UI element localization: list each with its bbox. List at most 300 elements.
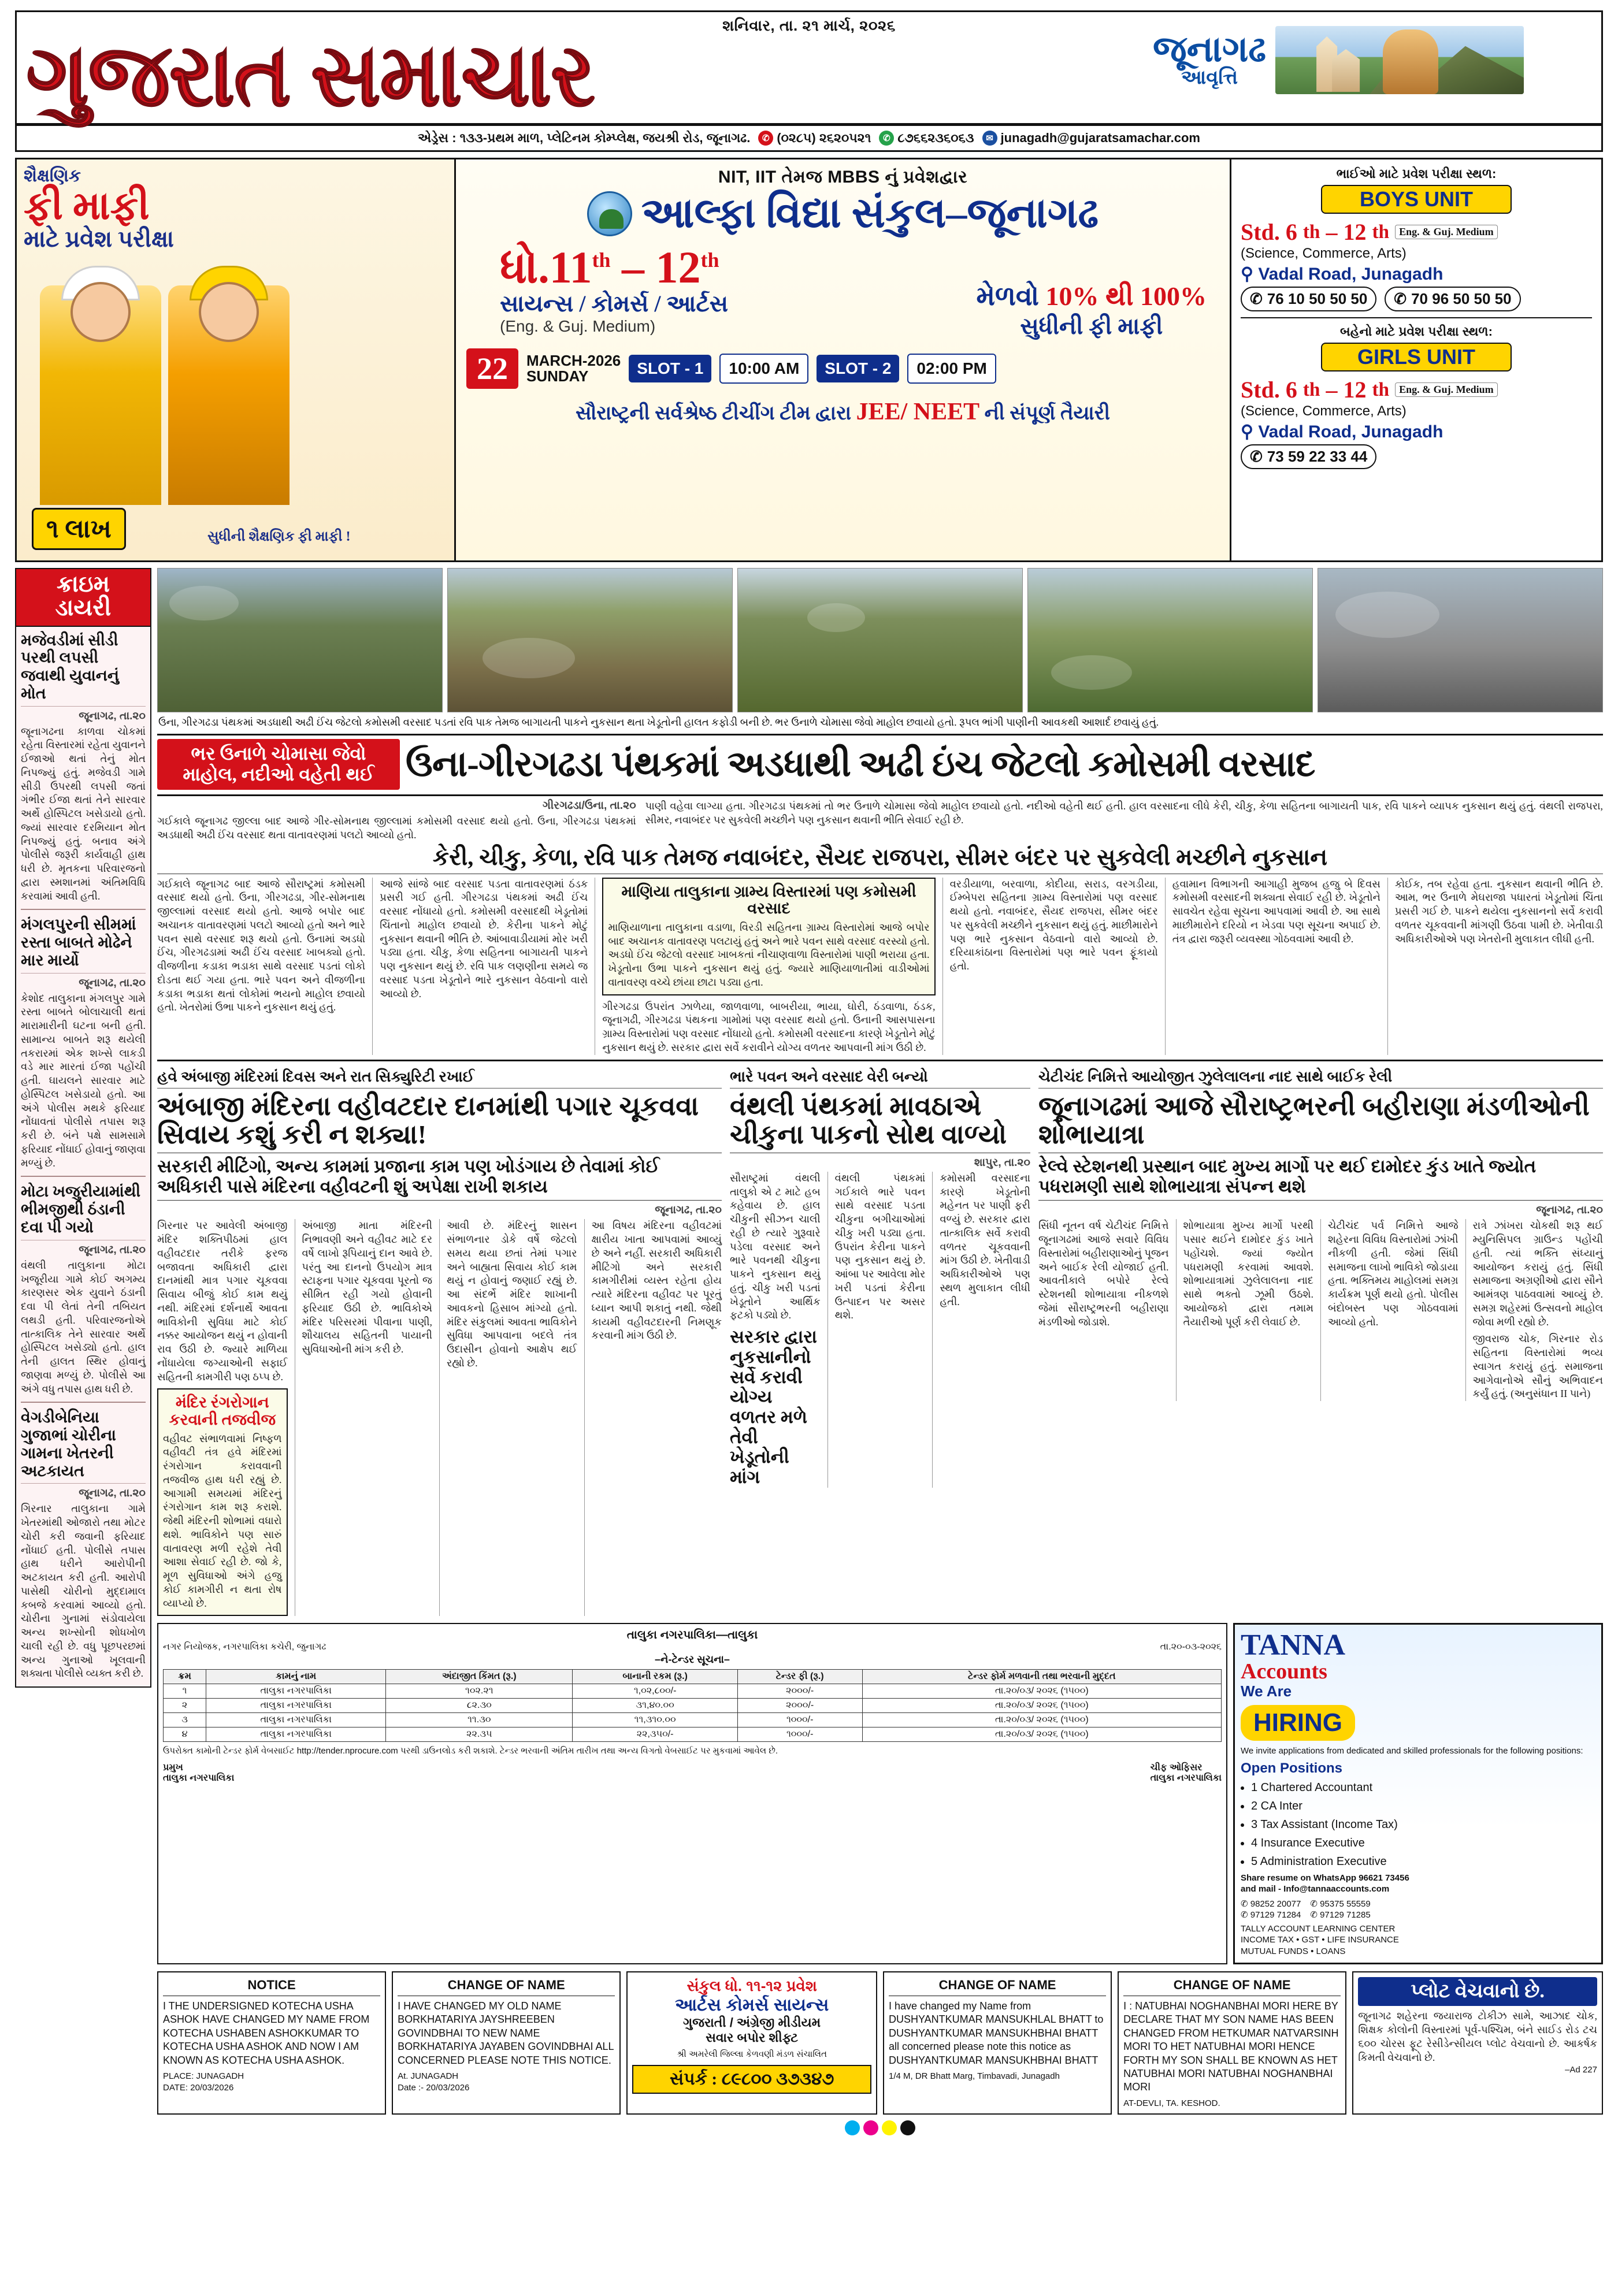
crime-byline: જૂનાગઢ, તા.૨૦ — [79, 709, 146, 722]
lead-col — [942, 878, 1158, 1055]
shobhayatra-col — [1320, 1219, 1459, 1401]
issue-date: શનિવાર, તા. ૨૧ માર્ચ, ૨૦૨૬ — [722, 17, 896, 34]
ambaji-kicker: હવે અંબાજી મંદિરમાં દિવસ અને રાત સિક્યુરિટી રખાઈ — [157, 1068, 722, 1088]
edition-label: આવૃત્તિ — [1181, 67, 1238, 89]
cell: તાલુકા નગરપાલિકા — [206, 1727, 386, 1742]
ad-students-illustration — [40, 262, 437, 505]
admission-org: શ્રી અમરેલી જિલ્લા કેળવણી મંડળ સંચાલિત — [677, 2049, 827, 2060]
lead-intro-right — [645, 800, 1603, 842]
ambaji-box-text: વહીવટ સંભાળવામાં નિષ્ફળ વહીવટી તંત્ર હવે મંદિરમાં રંગરોગાન કરાવવાની તજવીજ હાથ ધરી રહ્યું છે. આગામી સમયમાં મંદિરનું રંગરોગાન કામ શરૂ કરાશે. જેથી મંદિરની શોભામાં વધારો થશે. ભાવિકોને પણ સારું વાતાવરણ મળી રહેશે તેવી આશા સેવાઈ રહી છે. જો કે, મૂળ સુવિધાઓ અંગે હજુ કોઈ કામગીરી ન થતા રોષ વ્યાપ્યો છે. — [163, 1432, 282, 1609]
ambaji-box-head: મંદિર રંગરોગાન કરવાની તજવીજ — [169, 1394, 276, 1429]
shobhayatra-col — [1465, 1219, 1604, 1401]
phone-1-wrap — [758, 131, 871, 146]
ad-offer-line1 — [977, 281, 1207, 313]
ad-date-row — [466, 348, 1219, 389]
ad-slot2-label: SLOT - 2 — [817, 355, 899, 382]
shobhayatra-col — [1038, 1219, 1169, 1401]
girls-phone-1[interactable] — [1241, 444, 1376, 469]
boys-phone-1[interactable] — [1241, 287, 1376, 311]
col-header: બાનાની રકમ (રૂ.) — [573, 1670, 737, 1684]
col-header: ટેન્ડર ફી (રૂ.) — [737, 1670, 862, 1684]
plot-ad-text: જૂનાગઢ શહેરના જયારાજ ટોકીઝ સામે, આઝાદ ચોક, શિક્ષક કોલોની વિસ્તારમાં પૂર્વ-પશ્ચિમ, બંને સાઈડ રોડ ટચ ૬૦૦ ચોરસ ફૂટ રેસીડેન્સીયલ પ્લોટ વેચવાનો છે. આકર્ષક કિમતી વેચવાનો છે. — [1358, 2010, 1597, 2063]
crime-item — [21, 631, 146, 904]
bottom-block — [157, 1623, 1603, 1964]
lead-col-text: વરડીયાળા, બરવાળા, કોદીયા, સરાડ, વરગડીયા, ઈમ્બેપરા સહિતના ગ્રામ્ય વિસ્તારોમાં પણ વરસાદ થયો હતો. નવાબંદર, સૈયદ રાજપરા, સીમર બંદર પર સુકવેલી મચ્છીને નુકસાન થયું હતું. માછીમારોને પણ ભારે નુકસાન વેઠવાનો વારો આવ્યો છે. દરિયાકાંઠાના વિસ્તારોમાં પણ ભારે પવન ફૂંકાયો હતો. — [949, 878, 1158, 972]
crime-diary-body — [15, 627, 151, 1688]
sign-right — [1151, 1763, 1222, 1784]
table-row — [164, 1699, 1222, 1713]
phone-icon: ✆ — [1250, 290, 1263, 307]
tanna-intro: We invite applications from dedicated and skilled professionals for the following positions: — [1241, 1746, 1583, 1756]
shobhayatra-subhead: રેલ્વે સ્ટેશનથી પ્રસ્થાન બાદ મુખ્ય માર્ગો પર થઈ દામોદર કુંડ ખાતે જ્યોત પધરામણી સાથે શોભાયાત્રા સંપન્ન થશે — [1038, 1156, 1537, 1197]
boys-phone-2-text: 70 96 50 50 50 — [1411, 290, 1512, 307]
boys-standard-row: Std. 6 th – 12 th Eng. & Guj. Medium — [1241, 218, 1592, 246]
ad-fee-headline: ફી માફી — [24, 184, 150, 228]
ad-date-month: MARCH-2026 — [526, 351, 621, 369]
tender-signatures — [163, 1763, 1222, 1784]
ad-jee-line — [466, 398, 1219, 426]
girls-location-text: Vadal Road, Junagadh — [1258, 422, 1443, 441]
admission-contact[interactable] — [632, 2065, 871, 2094]
notice-2-text: I HAVE CHANGED MY OLD NAME BORKHATARIYA JAYSHREEBEN GOVINDBHAI TO NEW NAME BORKHATARIYA JAYABEN GOVINDBHAI ALL CONCERNED PLEASE NOTE THIS NOTICE. — [398, 2000, 614, 2066]
sign-right-title: ચીફ ઓફિસર — [1150, 1762, 1203, 1773]
table-row — [164, 1713, 1222, 1727]
admission-line-1: સંકુલ ધો. ૧૧-૧૨ પ્રવેશ — [686, 1977, 817, 1995]
ad-fee-kicker: શૈક્ષણિક — [24, 166, 81, 185]
boys-unit-badge: BOYS UNIT — [1321, 185, 1512, 214]
tender-title: તાલુકા નગરપાલિકા—તાલુકા — [626, 1629, 758, 1642]
tanna-service-1: TALLY ACCOUNT LEARNING CENTER — [1241, 1923, 1396, 1934]
tanna-phone-4[interactable]: ✆ 97129 71285 — [1310, 1910, 1371, 1920]
edition-city: જૂનાગઢ — [1153, 30, 1267, 70]
shobhayatra-col-text: શોભાયાત્રા મુખ્ય માર્ગો પરથી પસાર થઈને દામોદર કુંડ ખાતે પહોંચશે. જ્યાં જ્યોત પધરામણી કરવામાં આવશે. શોભાયાત્રામાં ઝુલેલાલના નાદ સાથે ભક્તો ઝૂમી ઉઠશે. આયોજકો દ્વારા તમામ તૈયારીઓ પૂર્ણ કરી લેવાઈ છે. — [1183, 1220, 1313, 1328]
cell: ૨૨.૩૫ — [386, 1727, 573, 1742]
ad-date-number: 22 — [466, 348, 518, 389]
ad-sup-2: th — [700, 248, 719, 272]
sign-left — [163, 1763, 234, 1784]
tender-table — [163, 1669, 1222, 1742]
shobhayatra-col-text: જીવરાજ ચોક, ગિરનાર રોડ સહિતના વિસ્તારોમાં ભવ્ય સ્વાગત કરાયું હતું. સમાજના આગેવાનોએ સૌનું અભિવાદન કર્યું હતું. (અનુસંધાન II પાને) — [1472, 1333, 1603, 1400]
main-content — [15, 568, 1603, 2135]
news-photo — [157, 568, 443, 712]
sign-left-title: પ્રમુખ — [163, 1762, 183, 1773]
crime-byline: જૂનાગઢ, તા.૨૦ — [79, 1487, 146, 1500]
lead-intro-left — [157, 800, 636, 842]
ad-standard-from: ધો.11 — [500, 242, 592, 292]
divider — [21, 1402, 146, 1403]
tanna-brand-line1: TANNA — [1241, 1629, 1346, 1662]
vanthali-columns — [730, 1172, 1030, 1488]
notice-1 — [157, 1971, 386, 2115]
shobhayatra-headline: જૂનાગઢમાં આજે સૌરાષ્ટ્રભરની બહીરાણા મંડળીઓની શોભાયાત્રા — [1038, 1091, 1590, 1150]
ad-offer — [977, 281, 1207, 340]
tanna-brand — [1241, 1630, 1595, 1682]
cell: તાલુકા નગરપાલિકા — [206, 1699, 386, 1713]
lead-col — [372, 878, 588, 1055]
lead-col — [1165, 878, 1381, 1055]
ad-slot1-label: SLOT - 1 — [629, 355, 711, 382]
tanna-mail: and mail - Info@tannaaccounts.com — [1241, 1884, 1390, 1894]
notice-1-head: NOTICE — [163, 1977, 380, 1996]
whatsapp-icon: ✆ — [879, 131, 894, 146]
lead-story-area — [157, 568, 1603, 2135]
lead-col-text: ગઈકાલે જૂનાગઢ બાદ આજે સૌરાષ્ટ્રમાં કમોસમી વરસાદ થયો હતો. ઉના, ગીરગઢડા, ગીર-સોમનાથ જીલ્લામાં વરસાદ થયો હતો. આજે બપોર બાદ અચાનક વાતાવરણમાં પલટો આવ્યો હતો અને ભારે પવન સાથે વરસાદ શરૂ થયો હતો. ઉનામાં અડધો ઈંચ, ગીરગઢડામાં અઢી ઈંચ વરસાદ ખાબક્યો હતો. વીજળીના કડાકા ભડાકા સાથે વરસાદ પડતાં લોકો દોડતા થઈ ગયા હતા. ભારે પવન અને વીજળીના કડાકા ભડાકા થતાં લોકોમાં ભયનો માહોલ છવાયો હતો. ખેતરોમાં ઉભા પાકને નુકસાન થયું હતું. — [157, 878, 366, 1013]
vanthali-col-text: કમોસમી વરસાદના કારણે ખેડૂતોની મહેનત પર પાણી ફરી વળ્યું છે. સરકાર દ્વારા તાત્કાલિક સર્વે કરાવી વળતર ચૂકવવાની માંગ ઉઠી છે. ખેતીવાડી અધિકારીઓએ પણ સ્થળ મુલાકાત લીધી હતી. — [940, 1172, 1031, 1307]
col-header: અંદાજીત કિંમત (રૂ.) — [386, 1670, 573, 1684]
crime-text: જૂનાગઢના કાળવા ચોકમાં રહેતા વિસ્તારમાં રહેતા યુવાનને ઈજાઓ થતાં તેનું મોત નિપજ્યું હતું. મજેવડી ગામે સીડી ઉપરથી લપસી જતાં ગંભીર ઈજા થતાં તેને સારવાર અર્થે હોસ્પિટલ ખસેડાયો હતો. જ્યાં સારવાર દરમિયાન મોત નિપજ્યું હતું. બનાવ અંગે પોલીસે જરૂરી કાર્યવાહી હાથ ધરી છે. મૃતકના પરિવારજનો દ્વારા સ્મશાનમાં અંતિમવિધિ કરવામાં આવી હતી. — [21, 725, 146, 902]
ad-standard: ધો.11th – 12th — [500, 242, 719, 292]
admission-line-3: ગુજરાતી / અંગ્રેજી મીડીયમ — [683, 2015, 821, 2030]
ambaji-col — [157, 1219, 288, 1616]
ad-jee-exams: JEE/ NEET — [856, 399, 980, 425]
boys-location — [1241, 264, 1592, 284]
girls-note: બહેનો માટે પ્રવેશ પરીક્ષા સ્થળ: — [1340, 324, 1493, 339]
tender-footer: ઉપરોક્ત કામોની ટેન્ડર ફોર્મ વેબસાઈટ http://tender.nprocure.com પરથી ડાઉનલોડ કરી શકાશે. ટેન્ડર ભરવાની અંતિમ તારીખ તથા અન્ય વિગતો વેબસાઈટ પર મુકવામાં આવેલ છે. — [163, 1746, 778, 1756]
ambaji-col — [295, 1219, 433, 1616]
ambaji-col-text: આવી છે. મંદિરનું શાસન સંભાળનાર ડોકે વર્ષે જેટલો સમય થયા છતાં તેમાં પગાર અને બાહ્યતા સિવાય કોઈ કામ થયું ન હોવાનું જણાઈ રહ્યું છે. આ સંદર્ભે મંદિર શાખાની આવકનો હિસાબ માંગ્યો હતો. મંદિર સંકુલમાં આવતા ભાવિકોને સુવિધા આપવાના બદલે તંત્ર ઉદાસીન હોવાનો આક્ષેપ થઈ રહ્યો છે. — [447, 1220, 577, 1369]
girls-standard-from: Std. 6 — [1241, 377, 1297, 403]
cell: ૨૨,૩૫૦/- — [573, 1727, 737, 1742]
ambaji-subhead: સરકારી મીટિંગો, અન્ય કામમાં પ્રજાના કામ પણ ખોડંગાય છે તેવામાં કોઈ અધિકારી પાસે મંદિરના વહીવટની શું અપેક્ષા રાખી શકાય — [157, 1156, 660, 1197]
admission-line-4: સવાર બપોર શીફ્ટ — [706, 2030, 799, 2045]
cell: તાલુકા નગરપાલિકા — [206, 1684, 386, 1699]
ad-institute-name: આલ્ફા વિદ્યા સંકુલ–જૂનાગઢ — [641, 190, 1099, 236]
secondary-stories — [157, 1068, 1603, 1617]
admission-ad[interactable] — [626, 1971, 877, 2115]
cell: ૧૦૦૦/- — [737, 1727, 862, 1742]
ad-lakh-note: સુધીની શૈક્ષણિક ફી માફી ! — [207, 529, 351, 545]
lead-col — [157, 878, 365, 1055]
email-address: junagadh@gujaratsamachar.com — [1000, 131, 1200, 145]
cell: તા.૨૦/૦૩/ ૨૦૨૬ (૧૫૦૦) — [862, 1713, 1221, 1727]
list-item: • 5 Administration Executive — [1251, 1853, 1595, 1870]
tanna-phones[interactable] — [1241, 1899, 1595, 1910]
tanna-share: Share resume on WhatsApp 96621 73456 — [1241, 1873, 1409, 1883]
ambaji-col — [584, 1219, 722, 1616]
lead-subhead: કેરી, ચીકુ, કેળા, રવિ પાક તેમજ નવાબંદર, સૈયદ રાજપરા, સીમર બંદર પર સુકવેલી મચ્છીને નુકસાન — [432, 844, 1328, 870]
ambaji-col — [439, 1219, 577, 1616]
crime-headline: મોટા ખજુરીયામાંથી ભીમજીથી ઠંડાની દવા પી ગયો — [21, 1183, 146, 1240]
ambaji-story — [157, 1068, 722, 1617]
crime-headline: વેગડીબેનિયા ગુજાભાં ચોરીના ગામના ખેતરની અટકાયત — [21, 1409, 146, 1484]
tender-meta — [163, 1642, 1222, 1652]
ambaji-byline: જૂનાગઢ, તા.૨૦ — [655, 1204, 722, 1217]
cyan-dot — [845, 2120, 860, 2135]
ambaji-col-text: ગિરનાર પર આવેલી અંબાજી મંદિર શક્તિપીઠમાં હાલ વહીવટદાર તરીકે ફરજ બજાવતા અધિકારી દ્વારા દાનમાંથી માત્ર પગાર ચૂકવવા સિવાય બીજું કોઈ કામ થયું નથી. મંદિરમાં દર્શનાર્થે આવતા ભાવિકોની સુવિધા માટે કોઈ નક્કર આયોજન થયું ન હોવાની રાવ ઉઠી છે. જ્યારે માળિયા નોંધાયેલા જગ્યાઓની સફાઈ સહિતની કામગીરી પણ ઠપ્પ છે. — [157, 1220, 288, 1383]
ad-jee-pre: સૌરાષ્ટ્રની સર્વશ્રેષ્ઠ ટીચીંગ ટીમ દ્વારા — [576, 403, 856, 424]
crime-text: વંથલી તાલુકાના મોટા ખજૂરીયા ગામે કોઈ અગમ્ય કારણસર એક યુવાને ઠંડાની દવા પી લેતાં તેની તબિયત લથડી હતી. પરિવારજનોએ તાત્કાલિક તેને સારવાર અર્થે હોસ્પિટલ ખસેડ્યો હતો. હાલ તેની હાલત સ્થિર હોવાનું જાણવા મળ્યું છે. પોલીસે આ અંગે વધુ તપાસ હાથ ધરી છે. — [21, 1259, 146, 1395]
lead-headline: ઉના-ગીરગઢડા પંથકમાં અડધાથી અઢી ઇંચ જેટલો કમોસમી વરસાદ — [406, 744, 1315, 784]
girls-phone-1-text: 73 59 22 33 44 — [1267, 448, 1368, 465]
telephone-icon: ✆ — [758, 131, 773, 146]
vanthali-col-text: વંથલી પંથકમાં ગઈકાલે ભારે પવન સાથે વરસાદ પડતા ચીકુના બગીચાઓમાં ચીકુ ખરી પડ્યા હતા. ઉપરાંત કેરીના પાકને પણ નુકસાન થયું છે. આંબા પર આવેલા મોર ખરી પડતાં કેરીના ઉત્પાદન પર અસર થશે. — [834, 1172, 926, 1321]
sign-right-office: તાલુકા નગરપાલિકા — [1150, 1773, 1222, 1783]
cell: ૧૧,૩૧૦.૦૦ — [573, 1713, 737, 1727]
notice-3-head: CHANGE OF NAME — [889, 1977, 1106, 1996]
admission-line-2: આર્ટસ કોમર્સ સાયન્સ — [674, 1996, 829, 2015]
crime-item — [21, 916, 146, 1170]
crime-byline: જૂનાગઢ, તા.૨૦ — [79, 976, 146, 989]
shobhayatra-columns — [1038, 1219, 1603, 1401]
lead-col-text: હવામાન વિભાગની આગાહી મુજબ હજુ બે દિવસ કમોસમી વરસાદની શક્યતા સેવાઈ રહી છે. ખેડૂતોને સાવચેત રહેવા સૂચના આપવામાં આવી છે. આ સાથે માછીમારોને દરિયો ન ખેડવા પણ સૂચના અપાઈ છે. તંત્ર દ્વારા જરૂરી વ્યવસ્થા ગોઠવવામાં આવી છે. — [1172, 878, 1381, 945]
tanna-service-2: INCOME TAX • GST • LIFE INSURANCE — [1241, 1935, 1399, 1945]
girls-medium: Eng. & Guj. Medium — [1395, 382, 1498, 397]
boys-phone-2[interactable] — [1385, 287, 1520, 311]
ad-nit-line: NIT, IIT તેમજ MBBS નું પ્રવેશદ્વાર — [718, 168, 968, 187]
crime-item — [21, 1183, 146, 1396]
tender-subnote: –ને-ટેન્ડર સૂચના– — [655, 1654, 730, 1666]
tanna-tagline: We Are — [1241, 1682, 1292, 1700]
ad-left-panel — [17, 159, 456, 560]
cell: તા.૨૦/૦૩/ ૨૦૨૬ (૧૫૦૦) — [862, 1684, 1221, 1699]
plot-ad-code: –Ad 227 — [1565, 2065, 1597, 2075]
girls-phones[interactable] — [1241, 444, 1592, 469]
cell: ૨ — [164, 1699, 206, 1713]
cell: ૩ — [164, 1713, 206, 1727]
cell: ૧૦૦૦/- — [737, 1713, 862, 1727]
ambaji-sidebar-box — [157, 1388, 288, 1616]
crime-item — [21, 1409, 146, 1681]
ad-standard-to: 12 — [655, 242, 701, 292]
tanna-phone-1[interactable]: ✆ 98252 20077 — [1241, 1899, 1301, 1909]
list-item: • 1 Chartered Accountant — [1251, 1779, 1595, 1796]
ad-slot2-time: 02:00 PM — [907, 354, 996, 384]
admission-contact-label: સંપર્ક : — [669, 2069, 718, 2089]
boys-standard-from: Std. 6 — [1241, 219, 1297, 245]
cell: ૪ — [164, 1727, 206, 1742]
plot-ad[interactable] — [1352, 1971, 1603, 2115]
ad-offer-line2: સુધીની ફી માફી — [1020, 313, 1163, 339]
masthead-left — [26, 18, 595, 124]
news-photo — [1318, 568, 1603, 712]
ad-slot1-time: 10:00 AM — [719, 354, 808, 384]
lead-columns — [157, 878, 1603, 1055]
cell: ૧૦૨.૨૧ — [386, 1684, 573, 1699]
envelope-icon: ✉ — [982, 131, 997, 146]
location-pin-icon: ⚲ — [1241, 265, 1253, 284]
ambaji-headline: અંબાજી મંદિરના વહીવટદાર દાનમાંથી પગાર ચૂકવવા સિવાય કશું કરી ન શક્યા! — [157, 1091, 699, 1150]
crime-text: ગિરનાર તાલુકાના ગામે ખેતરમાંથી ઓજારો તથા મોટર ચોરી કરી જવાની ફરિયાદ નોંધાઈ હતી. પોલીસે તપાસ હાથ ધરીને આરોપીની અટકાયત કરી હતી. આરોપી પાસેથી ચોરીનો મુદ્દામાલ કબજે કરવામાં આવ્યો હતો. ચોરીના ગુનામાં સંડોવાયેલા અન્ય શખ્સોની શોધખોળ ચાલી રહી છે. વધુ પૂછપરછમાં અન્ય ગુનાઓ ખૂલવાની શક્યતા પોલીસે વ્યક્ત કરી છે. — [21, 1503, 146, 1680]
crime-header-line1: ક્રાઇમ — [57, 571, 110, 597]
photo-strip — [157, 568, 1603, 712]
location-pin-icon: ⚲ — [1241, 422, 1253, 441]
ad-streams: સાયન્સ / કોમર્સ / આર્ટસ — [500, 291, 729, 317]
list-item: • 3 Tax Assistant (Income Tax) — [1251, 1816, 1595, 1833]
girls-streams: (Science, Commerce, Arts) — [1241, 403, 1407, 419]
girls-standard-row: Std. 6 th – 12 th Eng. & Guj. Medium — [1241, 376, 1592, 403]
ad-institute-name-wrap — [466, 190, 1219, 238]
divider — [21, 1176, 146, 1177]
divider — [21, 909, 146, 910]
crime-byline: જૂનાગઢ, તા.૨૦ — [79, 1243, 146, 1256]
vanthali-col — [730, 1172, 821, 1488]
col-header: ટેન્ડર ફોર્મ મળવાની તથા ભરવાની મુદ્દત — [862, 1670, 1221, 1684]
boys-streams: (Science, Commerce, Arts) — [1241, 246, 1407, 261]
vanthali-story — [730, 1068, 1030, 1617]
shobhayatra-story — [1038, 1068, 1603, 1617]
shobhayatra-kicker: ચેટીચંદ નિમિત્તે આયોજીત ઝુલેલાલના નાદ સાથે બાઈક રેલી — [1038, 1068, 1603, 1088]
col-header: કામનું નામ — [206, 1670, 386, 1684]
cell: ૧ — [164, 1684, 206, 1699]
ambaji-columns — [157, 1219, 722, 1616]
crime-headline: મજેવડીમાં સીડી પરથી લપસી જવાથી યુવાનનું મોત — [21, 631, 146, 707]
boys-phone-1-text: 76 10 50 50 50 — [1267, 290, 1368, 307]
lead-col-boxed — [595, 878, 935, 1055]
girls-standard-to: 12 — [1343, 377, 1367, 403]
admission-phone: ૮૯૮૦૦ ૩૭૩૪૭ — [721, 2069, 834, 2089]
notice-3-place: 1/4 M, DR Bhatt Marg, Timbavadi, Junagadh — [888, 2071, 1060, 2082]
girls-unit-badge: GIRLS UNIT — [1321, 343, 1512, 371]
tanna-positions-list — [1251, 1779, 1595, 1870]
crime-text: કેશોદ તાલુકાના મંગલપુર ગામે રસ્તા બાબતે બોલાચાલી થતાં મારામારીની ઘટના બની હતી. સામાન્ય બાબતે શરૂ થયેલી તકરારમાં એક શખ્સે લાકડી વડે માર મારતાં ઈજા પહોંચી હતી. ઘાયલને સારવાર માટે હોસ્પિટલ ખસેડાયો હતો. આ અંગે પોલીસ મથકે ફરિયાદ નોંધાવતાં પોલીસે તપાસ શરૂ કરી છે. બંને પક્ષે સામસામે ફરિયાદ નોંધાઈ હોવાનું જાણવા મળ્યું છે. — [21, 992, 146, 1169]
cell: ૨૦૦૦/- — [737, 1699, 862, 1713]
col-header: ક્રમ — [164, 1670, 206, 1684]
edition-block — [1153, 32, 1266, 88]
shobhayatra-col-text: રાત્રે ઝાંખરા ચોકથી શરૂ થઈ મ્યુનિસિપલ ગ્રાઉન્ડ પહોંચી હતી. ત્યાં ભક્તિ સંધ્યાનું આયોજન કરાયું હતું. સિંધી સમાજના અગ્રણીઓ દ્વારા સૌને આમંત્રણ પાઠવવામાં આવ્યું છે. સમગ્ર શહેરમાં ઉત્સવનો માહોલ જોવા મળી રહ્યો છે. — [1472, 1220, 1603, 1328]
color-registration-marks — [157, 2120, 1603, 2135]
table-header-row — [164, 1670, 1222, 1684]
phone-2-wrap — [879, 131, 974, 146]
lead-headline-row — [157, 739, 1603, 790]
lead-intro-right-text: પાણી વહેવા લાગ્યા હતા. ગીરગઢડા પંથકમાં તો ભર ઉનાળે ચોમાસા જેવો માહોલ છવાયો હતો. નદીઓ વહેતી થઈ હતી. હાલ વરસાદના લીધે કેરી, ચીકુ, કેળા સહિતના બાગાયતી પાક, રવિ પાકને વ્યાપક નુકસાન થયું હતું. વંથલી રાજપરા, સીમર, નવાબંદર પર સુકવેલી મચ્છીને પણ નુકસાન થવાની ભીતિ સેવાઈ રહી છે. — [645, 800, 1603, 826]
masthead-right — [1153, 26, 1592, 94]
ambaji-col-text: આ વિષય મંદિરના વહીવટમાં ક્ષારીય ખાતા આપવામાં આવ્યું છે અને નહીં. સરકારી અધિકારી મીટિંગો અને સરકારી કામગીરીમાં વ્યસ્ત રહેતા હોય ત્યારે મંદિરના વહીવટ પર પૂરતું ધ્યાન આપી શકાતું નથી. જેથી કાયમી વહીવટદારની નિમણૂક કરવાની માંગ ઉઠી છે. — [591, 1220, 722, 1342]
vanthali-byline: શાપુર, તા.૨૦ — [974, 1156, 1030, 1169]
lead-box-text: માણિયાળાના તાલુકાના વડાળા, વિરડી સહિતના ગ્રામ્ય વિસ્તારોમાં આજે બપોર બાદ અચાનક વાતાવરણ પલટાયું હતું અને ભારે પવન સાથે વરસાદ વરસ્યો હતો. અડધો ઈંચ જેટલો વરસાદ ખાબકતાં નીચાણવાળા વિસ્તારોમાં પાણી ભરાયા હતા. ખેડૂતોના ઉભા પાકને નુકસાન થયું હતું. જ્યારે માણિયાળાતીમાં વાડીઓમાં વાતાવરણ વચ્ચે છાંયા છાટા પડ્યા હતા. — [608, 921, 930, 988]
news-photo — [1027, 568, 1313, 712]
yellow-dot — [882, 2120, 897, 2135]
cell: ૮૨.૩૦ — [386, 1699, 573, 1713]
ad-lakh-badge: ૧ લાખ — [32, 508, 126, 550]
sign-left-office: તાલુકા નગરપાલિકા — [163, 1773, 235, 1783]
boys-phones[interactable] — [1241, 287, 1592, 311]
cell: તાલુકા નગરપાલિકા — [206, 1713, 386, 1727]
ad-medium: (Eng. & Guj. Medium) — [500, 317, 656, 335]
tanna-phone-2[interactable]: ✆ 95375 55559 — [1310, 1899, 1371, 1909]
table-row — [164, 1684, 1222, 1699]
ad-date-text — [526, 353, 621, 385]
ad-sup-1: th — [592, 248, 611, 272]
boys-standard-to: 12 — [1343, 219, 1367, 245]
cell: તા.૨૦/૦૩/ ૨૦૨૬ (૧૫૦૦) — [862, 1699, 1221, 1713]
tanna-hiring-ad[interactable] — [1233, 1623, 1603, 1964]
vanthali-col — [827, 1172, 926, 1488]
news-photo — [447, 568, 733, 712]
notice-2-head: CHANGE OF NAME — [398, 1977, 615, 1996]
ambaji-col-text: અંબાજી માતા મંદિરની નિભાવણી અને વહીવટ માટે દર વર્ષે લાખો રૂપિયાનું દાન આવે છે. પરંતુ આ દાનનો ઉપયોગ માત્ર સ્ટાફના પગાર ચૂકવવા પૂરતો જ સીમિત રહી ગયો હોવાની ફરિયાદ ઉઠી છે. ભાવિકોએ મંદિર પરિસરમાં પીવાના પાણી, શૌચાલય સહિતની પાયાની સુવિધાઓની માંગ કરી છે. — [302, 1220, 432, 1355]
ad-jee-post: ની સંપૂર્ણ તૈયારી — [979, 403, 1110, 424]
lead-intro-left-text: ગઈકાલે જૂનાગઢ જીલ્લા બાદ આજે ગીર-સોમનાથ જીલ્લામાં કમોસમી વરસાદ થયો હતો. ઉના, ગીરગઢડા પંથકમાં અડધાથી અઢી ઈંચ વરસાદ થતા વાતાવરણમાં પલટો આવ્યો હતો. — [157, 815, 636, 841]
email-wrap — [982, 131, 1200, 146]
divider — [157, 1200, 722, 1201]
lead-col-text: કોઈક, તબ રહેવા હતા. નુકસાન થવાની ભીતિ છે. આમ, ભર ઉનાળે મેઘરાજા પધારતાં ખેડૂતોમાં ચિંતા પ્રસરી ગઈ છે. પાકને થયેલા નુકસાનનો સર્વે કરાવી વળતર ચૂકવવાની માંગણી ઉઠવા પામી છે. ખેતીવાડી અધિકારીઓએ પણ ખેતરોની મુલાકાત લીધી હતી. — [1394, 878, 1604, 945]
top-advertisement[interactable] — [15, 158, 1603, 562]
shobhayatra-byline: જૂનાગઢ, તા.૨૦ — [1536, 1204, 1603, 1217]
cell: ૧૧.૩૦ — [386, 1713, 573, 1727]
cell: ૩૧,૪૦.૦૦ — [573, 1699, 737, 1713]
lead-sidebar-box — [602, 878, 935, 995]
newspaper-title: ગુજરાત સમાચાર — [26, 28, 595, 124]
lead-dateline-left: ગીરગઢડા/ઉના, તા.૨૦ — [543, 800, 636, 812]
plot-ad-head: પ્લોટ વેચવાનો છે. — [1358, 1977, 1597, 2006]
lead-intro-row — [157, 800, 1603, 842]
tanna-brand-line2: Accounts — [1241, 1659, 1327, 1684]
crime-headline: મંગલપુરની સીમમાં રસ્તા બાબતે મોઢેને માર માર્યો — [21, 916, 146, 973]
crime-diary-header — [15, 568, 151, 627]
notice-4-place: AT-DEVLI, TA. KESHOD. — [1123, 2098, 1220, 2108]
divider — [1038, 1200, 1603, 1201]
tanna-service-3: MUTUAL FUNDS • LOANS — [1241, 1946, 1346, 1956]
list-item: • 4 Insurance Executive — [1251, 1834, 1595, 1852]
shobhayatra-col — [1176, 1219, 1314, 1401]
office-address: એડ્રેસ : ૧૩૩-પ્રથમ માળ, પ્લેટિનમ કોમ્પ્લેક્ષ, જયશ્રી રોડ, જૂનાગઢ. — [418, 131, 751, 145]
classified-row — [157, 1971, 1603, 2115]
tanna-phone-3[interactable]: ✆ 97129 71284 — [1241, 1910, 1301, 1920]
cell: તા.૨૦/૦૩/ ૨૦૨૬ (૧૫૦૦) — [862, 1727, 1221, 1742]
black-dot — [900, 2120, 915, 2135]
lead-box-head: માણિયા તાલુકાના ગ્રામ્ય વિસ્તારમાં પણ કમોસમી વરસાદ — [621, 882, 916, 917]
notice-1-text: I THE UNDERSIGNED KOTECHA USHA ASHOK HAVE CHANGED MY NAME FROM KOTECHA USHABEN ASHOKKUMAR TO KOTECHA USHA ASHOK AND NOW I AM KNOWN AS KOTECHA USHA ASHOK. — [163, 2000, 370, 2066]
crime-header-line2: ડાયરી — [55, 594, 112, 621]
ad-offer-percent: 10% થી 100% — [1045, 281, 1207, 311]
table-row — [164, 1727, 1222, 1742]
divider — [157, 1060, 1603, 1061]
tender-date: તા.૨૦-૦૩-૨૦૨૬ — [1160, 1642, 1222, 1652]
tanna-hiring-badge: HIRING — [1241, 1705, 1355, 1741]
tanna-positions-head: Open Positions — [1241, 1760, 1343, 1776]
lead-col — [1387, 878, 1603, 1055]
ad-fee-sub: માટે પ્રવેશ પરીક્ષા — [24, 226, 174, 252]
phone-icon: ✆ — [1250, 448, 1263, 465]
masthead-address-bar — [15, 125, 1603, 152]
ad-center-panel — [456, 159, 1231, 560]
tender-office: નગર નિયોજક, નગરપાલિકા કચેરી, જુનાગઢ — [163, 1642, 326, 1652]
notice-2-date: Date :- 20/03/2026 — [398, 2082, 470, 2093]
vanthali-col-text: સૌરાષ્ટ્રમાં વંથલી તાલુકો એ ટ માટે હબ કહેવાય છે. હાલ ચીકુની સીઝન ચાલી રહી છે ત્યારે ગુરૂવારે પડેલા વરસાદ અને ભારે પવનથી ચીકુના પાકને નુકસાન થયું હતું. ચીકુ ખરી પડતાં ખેડૂતોને આર્થિક ફટકો પડ્યો છે. — [730, 1172, 821, 1321]
notice-2-place: At. JUNAGADH — [398, 2071, 459, 2082]
vanthali-col — [932, 1172, 1030, 1488]
lead-col-text: આજે સાંજે બાદ વરસાદ પડતા વાતાવરણમાં ઠંડક પ્રસરી ગઈ હતી. ગીરગઢડા પંથકમાં અઢી ઈંચ વરસાદ નોંધાયો હતો. કમોસમી વરસાદથી ખેડૂતોમાં ચિંતાનો માહોલ છવાયો છે. કેરીના પાકને મોટું નુકસાન થવાની ભીતિ છે. આંબાવાડીયામાં મોર ખરી પડ્યા હતા. ચીકુ, કેળા સહિતના બાગાયતી પાકને પણ નુકસાન થયું છે. રવિ પાક લણણીના સમયે જ વરસાદ પડતા ખેડૂતોને ભારે નુકસાન વેઠવાનો વારો આવ્યો છે. — [380, 878, 588, 1000]
notice-4-head: CHANGE OF NAME — [1123, 1977, 1341, 1996]
divider — [157, 794, 1603, 796]
cell: ૧,૦૨,૮૦૦/- — [573, 1684, 737, 1699]
notice-3 — [883, 1971, 1112, 2115]
notice-4 — [1118, 1971, 1346, 2115]
notice-3-text: I have changed my Name from DUSHYANTKUMAR MANSUKHLAL BHATT to DUSHYANTKUMAR MANSUKHBHAI BHATT all concerned please note this notice as DUSHYANTKUMAR MANSUKHBHAI BHATT — [888, 2000, 1104, 2066]
vanthali-headline: વંથલી પંથકમાં માવઠાએ ચીકુના પાકનો સોથ વાળ્યો — [730, 1091, 1007, 1150]
notice-1-place: PLACE: JUNAGADH — [163, 2071, 244, 2082]
ad-date-day: SUNDAY — [526, 367, 589, 385]
lead-kicker-box: ભર ઉનાળે ચોમાસા જેવો માહોલ, નદીઓ વહેતી થઈ — [157, 739, 400, 790]
lead-col-text: ગીરગઢડા ઉપરાંત ઝાળેયા, જાળવાળા, બાબરીયા, ભાયા, ઘોરી, ઠંડવાળા, ઠંડક, જૂનાગઢી, ગીરગઢડા પંથકના ગામોમાં પણ વરસાદ થયો હતો. ઉનાની આસપાસના ગ્રામ્ય વિસ્તારોમાં પણ વરસાદ નોંધાયો હતો. કમોસમી વરસાદના કારણે ખેડૂતોને મોટું નુકસાન થયું છે. સરકાર દ્વારા સર્વે કરાવીને યોગ્ય વળતર આપવાની માંગ ઉઠી છે. — [602, 1000, 936, 1053]
ad-right-panel — [1231, 159, 1601, 560]
magenta-dot — [863, 2120, 878, 2135]
vanthali-kicker: ભારે પવન અને વરસાદ વેરી બન્યો — [730, 1068, 1030, 1088]
shobhayatra-col-text: ચેટીચંદ પર્વ નિમિત્તે આજે શહેરના વિવિધ વિસ્તારોમાં ઝાંખી નીકળી હતી. જેમાં સિંધી સમાજના લાખો ભાવિકો જોડાયા હતા. ભક્તિમય માહોલમાં સમગ્ર કાર્યક્રમ પૂર્ણ થયો હતો. પોલીસ બંદોબસ્ત પણ ગોઠવવામાં આવ્યો હતો. — [1328, 1220, 1459, 1328]
institute-logo-icon — [587, 191, 632, 236]
masthead — [15, 10, 1603, 125]
list-item: • 2 CA Inter — [1251, 1797, 1595, 1815]
masthead-photo — [1275, 26, 1524, 94]
tanna-phones-2[interactable] — [1241, 1909, 1595, 1921]
boys-note: ભાઈઓ માટે પ્રવેશ પરીક્ષા સ્થળ: — [1336, 166, 1497, 181]
vanthali-subhead: સરકાર દ્વારા નુકસાનીનો સર્વે કરાવી યોગ્ય વળતર મળે તેવી ખેડૂતોની માંગ — [730, 1327, 817, 1488]
boys-medium: Eng. & Guj. Medium — [1395, 225, 1498, 239]
boys-location-text: Vadal Road, Junagadh — [1258, 265, 1443, 284]
ad-offer-pre: મેળવો — [976, 281, 1046, 311]
phone-icon: ✆ — [1394, 290, 1407, 307]
cell: ૨૦૦૦/- — [737, 1684, 862, 1699]
